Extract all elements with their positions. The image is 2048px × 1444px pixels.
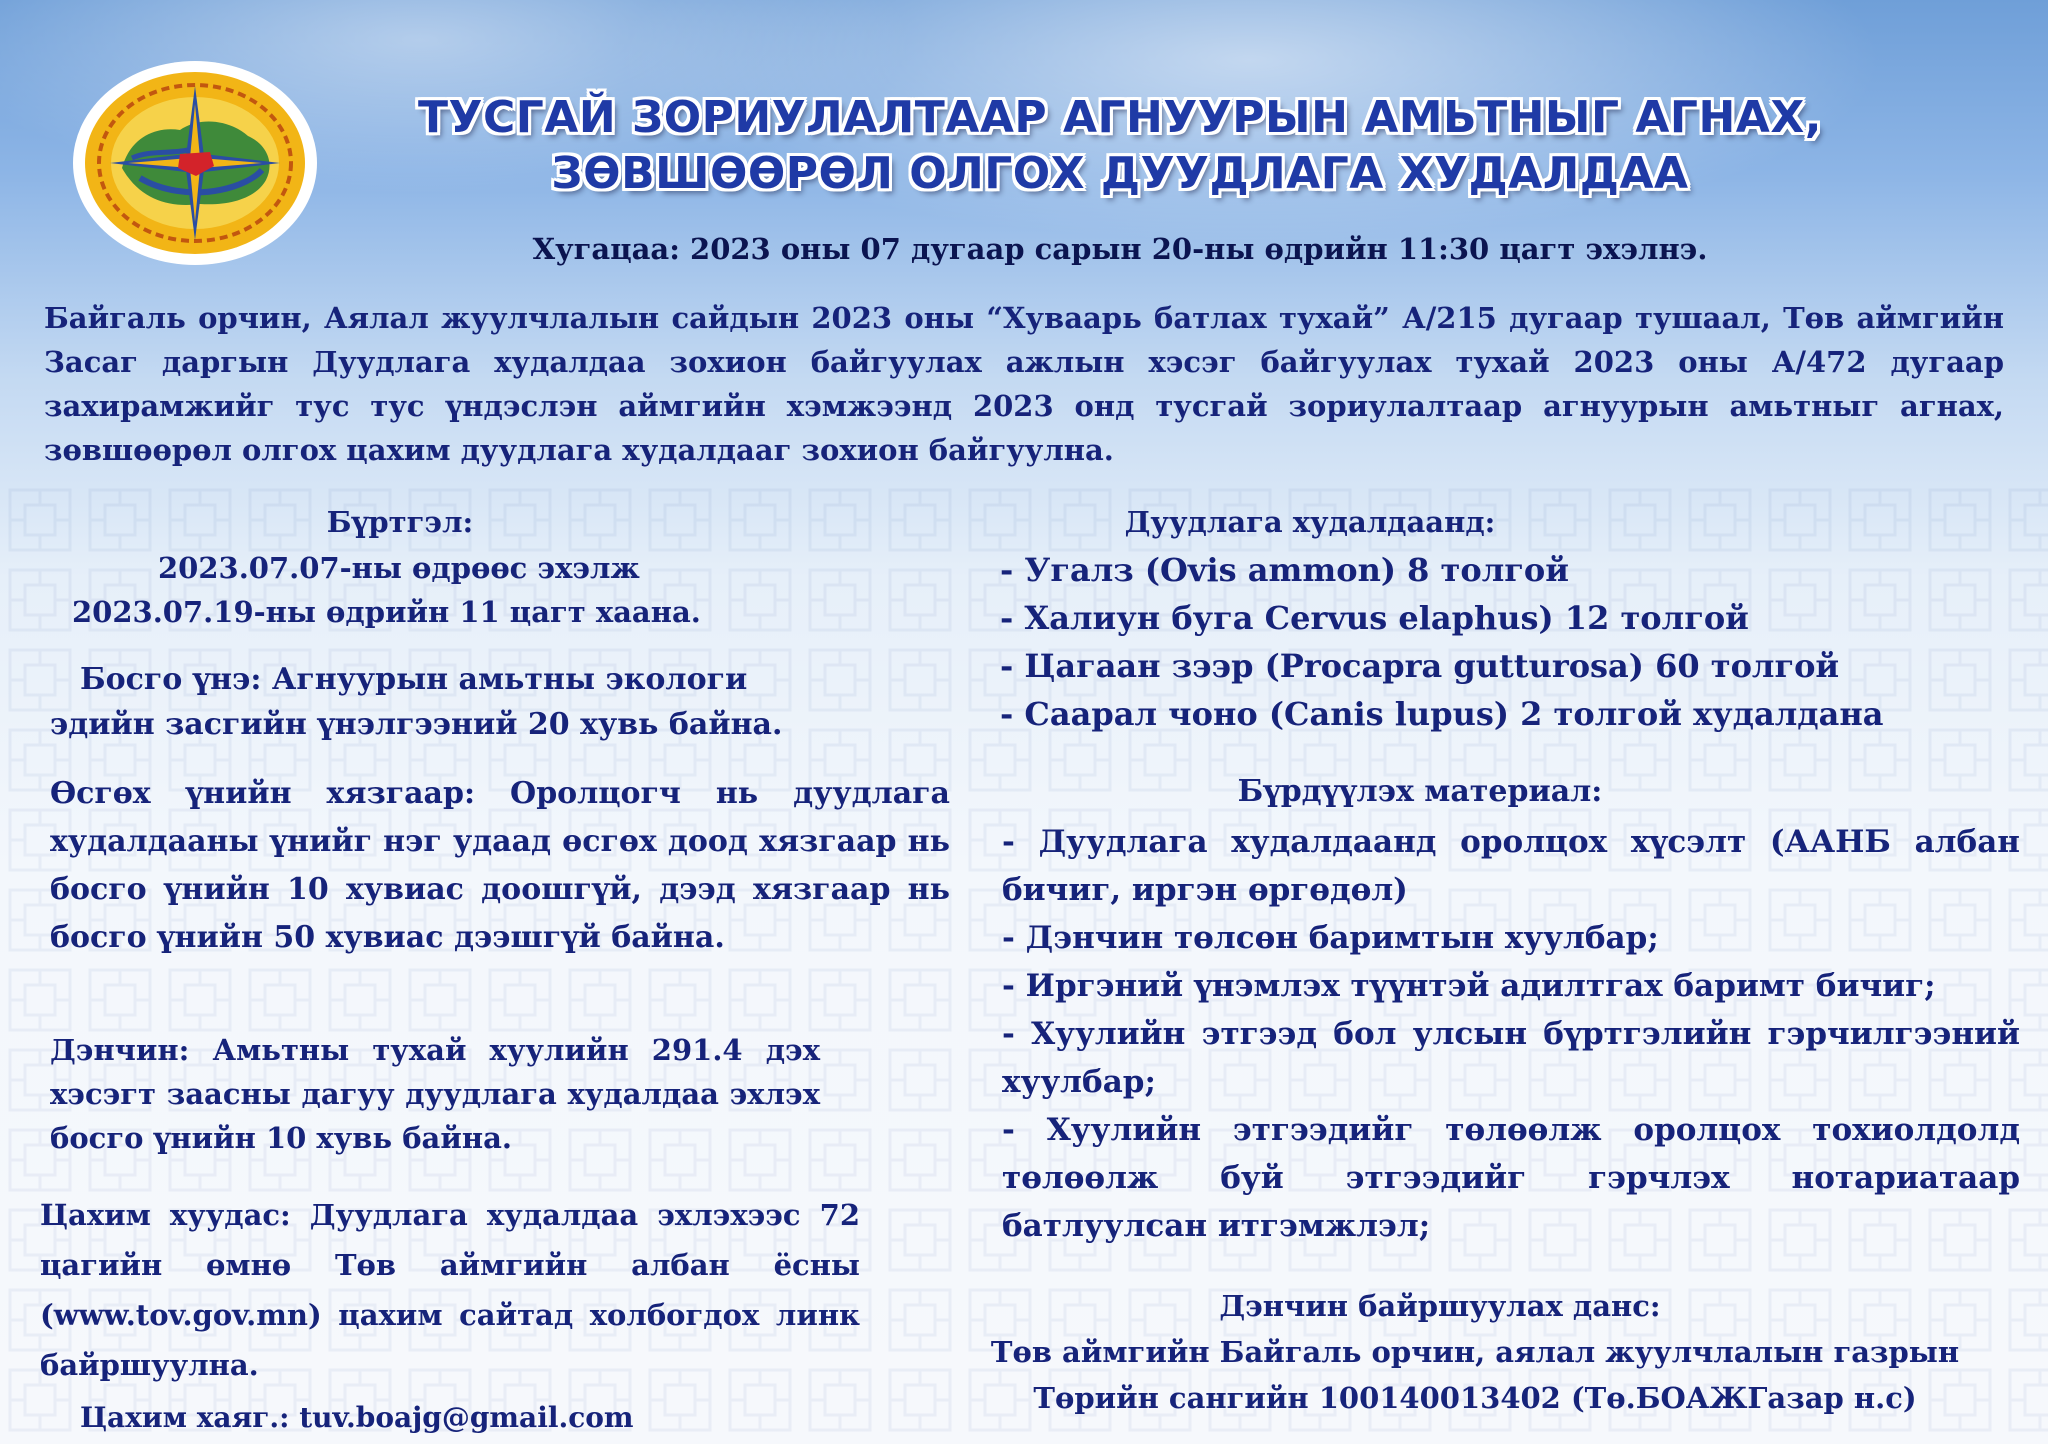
website-paragraph: Цахим хуудас: Дуудлага худалдаа эхлэхээс 72 цагийн өмнө Төв аймгийн албан ёсны (www.tov.gov.mn) цахим сайтад холбогдох линк байршуулна. <box>40 1198 860 1382</box>
account-heading: Дэнчин байршуулах данс: <box>1219 1289 1661 1323</box>
starting-price-line-2: эдийн засгийн үнэлгээний 20 хувь байна. <box>50 707 783 742</box>
registration-heading: Бүртгэл: <box>326 505 474 539</box>
materials-item: - Дэнчин төлсөн баримтын хуулбар; <box>1002 920 1659 956</box>
materials-item: - Иргэний үнэмлэх түүнтэй адилтгах баримт бичиг; <box>1002 968 1936 1004</box>
deposit-paragraph: Дэнчин: Амьтны тухай хуулийн 291.4 дэх хэсэгт заасны дагуу дуудлага худалдаа эхлэх босго үнийн 10 хувь байна. <box>50 1033 820 1155</box>
materials-item: - Хуулийн этгээд бол улсын бүртгэлийн гэрчилгээний хуулбар; <box>1002 1016 2020 1100</box>
registration-line-1: 2023.07.07-ны өдрөөс эхэлж <box>158 551 640 585</box>
intro-paragraph: Байгаль орчин, Аялал жуулчлалын сайдын 2023 оны “Хуваарь батлах тухай” А/215 дугаар тушаал, Төв аймгийн Засаг даргын Дуудлага худалдаа зохион байгуулах ажлын хэсэг байгуулах тухай 2023 оны А/472 дугаар захирамжийг тус тус үндэслэн аймгийн хэмжээнд 2023 онд тусгай зориулалтаар агнуурын амьтныг агнах, зөвшөөрөл олгох цахим дуудлага худалдааг зохион байгуулна. <box>44 301 2004 467</box>
auction-heading: Дуудлага худалдаанд: <box>1124 505 1496 539</box>
auction-item: - Цагаан зээр (Procapra gutturosa) 60 толгой <box>1000 647 1840 685</box>
email-text: Цахим хаяг.: tuv.boajg@gmail.com <box>80 1401 634 1434</box>
title-line-2: ЗӨВШӨӨРӨЛ ОЛГОХ ДУУДЛАГА ХУДАЛДАА <box>551 148 1689 199</box>
account-line-2: Төрийн сангийн 100140013402 (Тө.БОАЖГазар н.с) <box>1033 1381 1917 1415</box>
materials-item: - Хуулийн этгээдийг төлөөлж оролцох тохиолдолд төлөөлж буй этгээдийг гэрчлэх нотариатаар батлуулсан итгэмжлэл; <box>1002 1112 2020 1244</box>
auction-list <box>1000 546 1884 738</box>
auction-item: - Угалз (Ovis ammon) 8 толгой <box>1000 551 1569 589</box>
title-line-1: ТУСГАЙ ЗОРИУЛАЛТААР АГНУУРЫН АМЬТНЫГ АГНАХ, <box>418 92 1822 143</box>
auction-item: - Халиун буга Cervus elaphus) 12 толгой <box>1000 599 1749 637</box>
materials-item: - Дуудлага худалдаанд оролцох хүсэлт (ААНБ албан бичиг, иргэн өргөдөл) <box>1002 824 2020 908</box>
materials-heading: Бүрдүүлэх материал: <box>1237 774 1603 809</box>
account-line-1: Төв аймгийн Байгаль орчин, аялал жуулчлалын газрын <box>990 1335 1960 1369</box>
registration-line-2: 2023.07.19-ны өдрийн 11 цагт хаана. <box>72 595 701 629</box>
emblem-logo <box>70 58 320 268</box>
page-title <box>360 90 1880 202</box>
starting-price-line-1: Босго үнэ: Агнуурын амьтны экологи <box>80 662 748 697</box>
auction-item: - Саарал чоно (Canis lupus) 2 толгой худалдана <box>1000 695 1884 733</box>
materials-list <box>1002 818 2020 1250</box>
deadline-text: Хугацаа: 2023 оны 07 дугаар сарын 20-ны өдрийн 11:30 цагт эхэлнэ. <box>532 232 1708 266</box>
increment-paragraph: Өсгөх үнийн хязгаар: Оролцогч нь дуудлага худалдааны үнийг нэг удаад өсгөх доод хязгаар нь босго үнийн 10 хувиас доошгүй, дээд хязгаар нь босго үнийн 50 хувиас дээшгүй байна. <box>50 776 950 955</box>
